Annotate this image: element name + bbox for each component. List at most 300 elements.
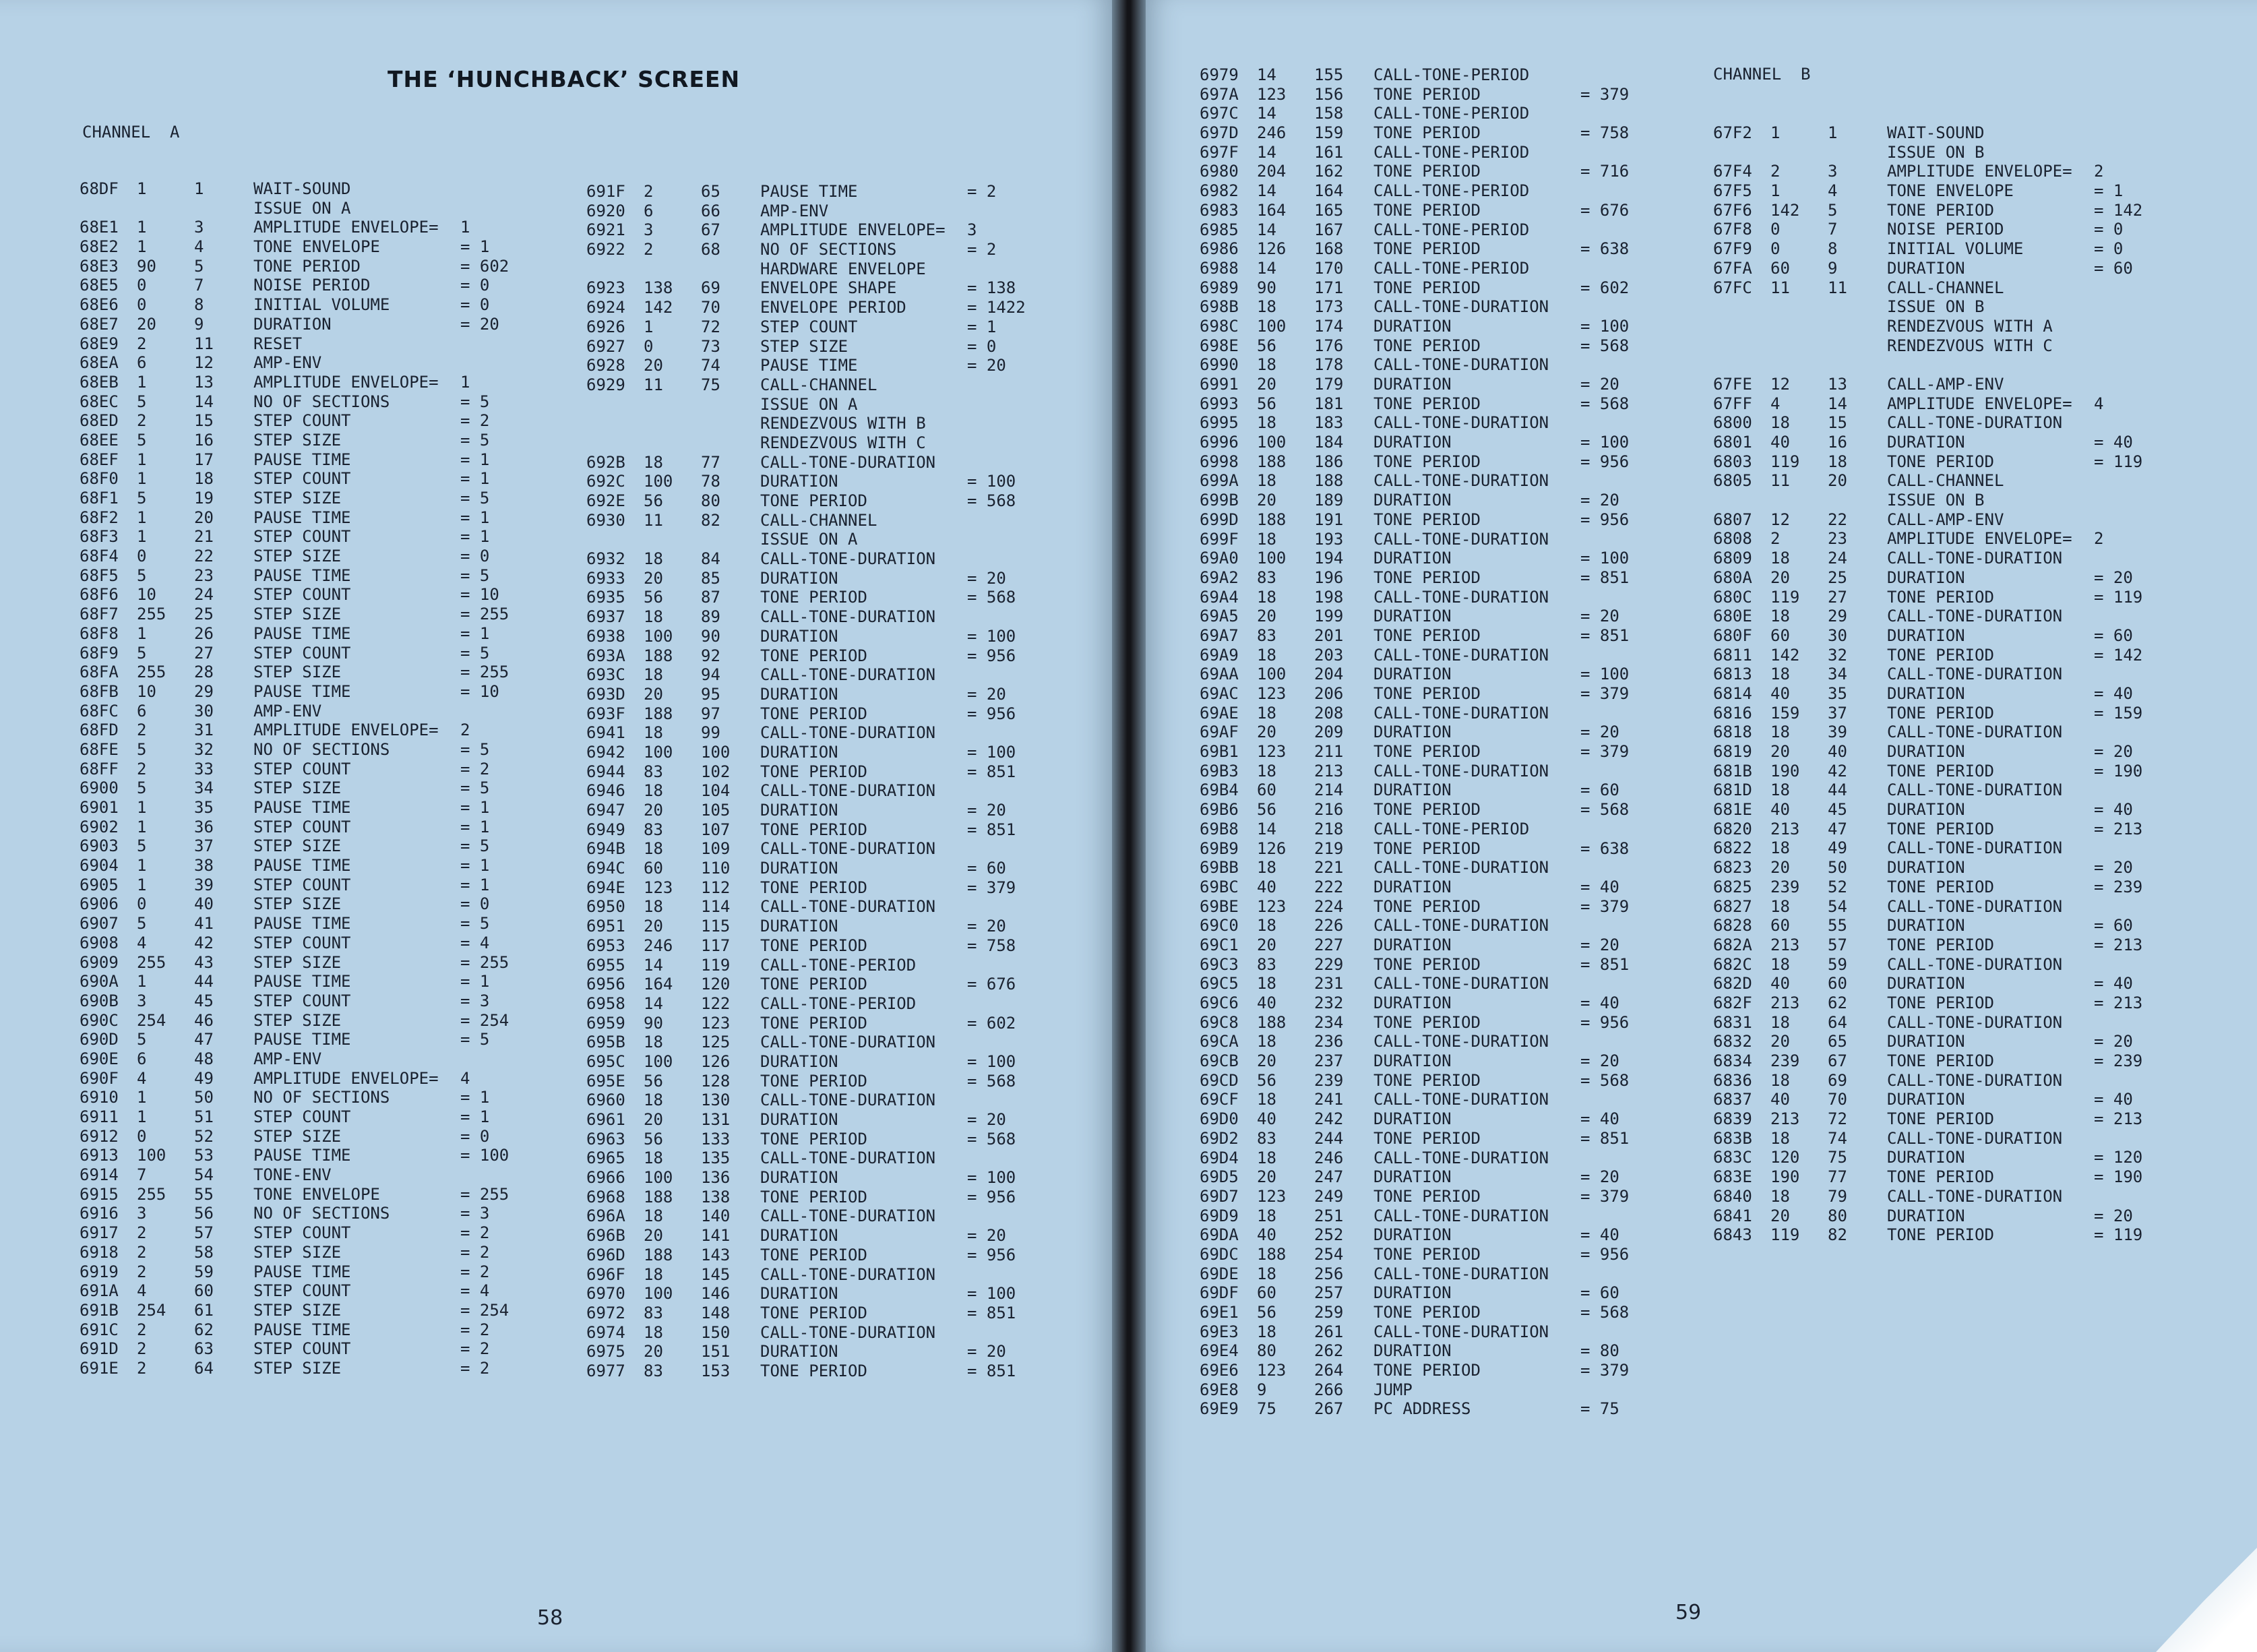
listing-instruction: TONE PERIOD	[1373, 200, 1481, 220]
listing-address: 697D	[1200, 123, 1239, 143]
listing-line: 74	[1828, 1128, 1847, 1148]
listing-byte: 2	[644, 182, 654, 201]
listing-address: 69DA	[1200, 1225, 1239, 1245]
listing-value: = 20	[2094, 1032, 2133, 1051]
listing-value: = 1	[460, 469, 490, 489]
listing-instruction: CALL-CHANNEL	[760, 510, 877, 530]
listing-value: 4	[2094, 394, 2104, 413]
listing-instruction: CALL-TONE-DURATION	[1373, 761, 1549, 781]
listing-byte: 5	[137, 836, 147, 856]
listing-address: 691D	[80, 1339, 119, 1359]
listing-address: 682C	[1713, 954, 1752, 974]
listing-instruction: DURATION	[1373, 1051, 1452, 1071]
listing-value: 2	[460, 721, 470, 740]
listing-instruction: TONE PERIOD	[1887, 1051, 1994, 1070]
listing-instruction: CALL-TONE-DURATION	[1887, 838, 2063, 858]
listing-byte: 40	[1770, 1090, 1790, 1109]
listing-byte: 4	[137, 933, 147, 952]
listing-line: 219	[1314, 838, 1344, 858]
listing-address: 691A	[80, 1281, 119, 1301]
listing-instruction: TONE PERIOD	[760, 762, 867, 781]
listing-line: 179	[1314, 375, 1344, 394]
listing-line: 5	[194, 256, 204, 276]
listing-instruction: DURATION	[1373, 1283, 1452, 1303]
listing-instruction: TONE ENVELOPE	[253, 1184, 380, 1204]
listing-address: 69E6	[1200, 1361, 1239, 1380]
listing-instruction: DURATION	[1373, 723, 1452, 742]
listing-byte: 5	[137, 565, 147, 585]
listing-line: 27	[194, 643, 214, 663]
listing-instruction: ISSUE ON B	[1887, 491, 1985, 510]
listing-line: 4	[1828, 181, 1838, 201]
listing-instruction: DURATION	[760, 801, 838, 820]
listing-address: 69A7	[1200, 625, 1239, 645]
listing-address: 6990	[1200, 355, 1239, 375]
listing-instruction: AMP-ENV	[253, 701, 322, 721]
listing-line: 171	[1314, 278, 1344, 297]
listing-line: 35	[194, 798, 214, 817]
listing-value: = 1	[2094, 181, 2124, 201]
listing-address: 6975	[586, 1342, 625, 1362]
listing-line: 112	[701, 878, 731, 897]
listing-address: 68FC	[80, 701, 119, 721]
listing-byte: 18	[1770, 607, 1790, 626]
listing-byte: 18	[644, 839, 663, 859]
listing-instruction: AMPLITUDE ENVELOPE=	[1887, 529, 2072, 549]
listing-line: 107	[701, 820, 731, 839]
listing-instruction: PAUSE TIME	[760, 182, 858, 201]
listing-address: 69BE	[1200, 896, 1239, 916]
listing-line: 40	[1828, 742, 1847, 761]
listing-byte: 119	[1770, 452, 1800, 471]
listing-address: 6996	[1200, 433, 1239, 452]
listing-address: 69CB	[1200, 1051, 1239, 1071]
listing-instruction: PAUSE TIME	[253, 1146, 351, 1165]
listing-instruction: CALL-TONE-DURATION	[1373, 1090, 1549, 1109]
listing-address: 67F6	[1713, 200, 1752, 220]
listing-value: = 758	[967, 936, 1016, 955]
listing-line: 186	[1314, 452, 1344, 471]
listing-byte: 1	[137, 508, 147, 527]
listing-address: 69C1	[1200, 935, 1239, 954]
listing-value: = 20	[1580, 607, 1619, 626]
listing-byte: 213	[1770, 935, 1800, 954]
listing-address: 6901	[80, 798, 119, 817]
listing-line: 72	[701, 317, 720, 336]
listing-instruction: ISSUE ON A	[253, 198, 351, 218]
listing-line: 25	[1828, 568, 1847, 587]
listing-byte: 100	[1257, 665, 1287, 684]
listing-byte: 5	[137, 1030, 147, 1049]
listing-address: 6977	[586, 1361, 625, 1380]
listing-instruction: CALL-TONE-PERIOD	[760, 955, 917, 975]
listing-byte: 188	[644, 704, 673, 723]
listing-line: 8	[194, 295, 204, 315]
listing-value: = 2	[460, 1320, 490, 1339]
listing-value: = 379	[1580, 684, 1630, 703]
listing-address: 6914	[80, 1165, 119, 1185]
listing-line: 26	[194, 623, 214, 643]
listing-instruction: CALL-TONE-PERIOD	[1373, 258, 1530, 278]
listing-value: = 851	[967, 1361, 1016, 1380]
listing-line: 266	[1314, 1380, 1344, 1399]
listing-instruction: TONE PERIOD	[760, 936, 867, 955]
listing-value: = 676	[1580, 200, 1630, 220]
listing-line: 141	[701, 1226, 731, 1246]
listing-address: 698E	[1200, 336, 1239, 355]
listing-instruction: CALL-TONE-DURATION	[1373, 471, 1549, 491]
listing-line: 249	[1314, 1186, 1344, 1206]
listing-instruction: CALL-TONE-DURATION	[760, 839, 936, 859]
listing-value: = 568	[1580, 1070, 1630, 1090]
listing-address: 6837	[1713, 1090, 1752, 1109]
listing-byte: 126	[1257, 239, 1287, 259]
listing-address: 696A	[586, 1206, 625, 1226]
listing-instruction: TONE PERIOD	[760, 1013, 867, 1033]
listing-line: 221	[1314, 858, 1344, 878]
listing-value: = 20	[967, 1342, 1006, 1362]
listing-instruction: CALL-TONE-DURATION	[760, 1206, 936, 1226]
listing-line: 48	[194, 1049, 214, 1068]
listing-line: 80	[1828, 1206, 1847, 1225]
listing-instruction: TONE PERIOD	[1887, 877, 1994, 896]
listing-instruction: DURATION	[760, 742, 838, 762]
listing-instruction: DURATION	[1887, 433, 1965, 452]
listing-address: 69B9	[1200, 838, 1239, 858]
listing-line: 27	[1828, 587, 1847, 607]
listing-byte: 1	[137, 972, 147, 991]
listing-address: 6839	[1713, 1109, 1752, 1129]
listing-byte: 123	[1257, 742, 1287, 762]
listing-value: = 379	[1580, 896, 1630, 916]
listing-line: 49	[194, 1068, 214, 1088]
listing-byte: 2	[137, 721, 147, 740]
listing-value: = 75	[1580, 1399, 1619, 1419]
listing-address: 68E1	[80, 218, 119, 237]
listing-byte: 1	[137, 817, 147, 836]
book-spine	[1112, 0, 1146, 1652]
listing-byte: 5	[137, 430, 147, 450]
listing-instruction: DURATION	[760, 626, 838, 646]
listing-byte: 18	[1770, 1070, 1790, 1090]
listing-line: 60	[1828, 974, 1847, 993]
listing-byte: 255	[137, 1184, 166, 1204]
listing-address: 68EC	[80, 392, 119, 411]
listing-instruction: PAUSE TIME	[253, 856, 351, 876]
listing-address: 69C5	[1200, 974, 1239, 993]
listing-instruction: CALL-TONE-DURATION	[760, 1264, 936, 1284]
listing-address: 6904	[80, 856, 119, 876]
listing-value: = 20	[1580, 491, 1619, 510]
listing-byte: 213	[1770, 993, 1800, 1012]
listing-line: 199	[1314, 607, 1344, 626]
listing-line: 9	[1828, 258, 1838, 278]
listing-byte: 20	[644, 568, 663, 588]
listing-line: 72	[1828, 1109, 1847, 1129]
listing-line: 82	[1828, 1225, 1847, 1245]
listing-address: 694C	[586, 859, 625, 878]
listing-address: 69D5	[1200, 1167, 1239, 1187]
listing-address: 682D	[1713, 974, 1752, 993]
listing-byte: 2	[137, 411, 147, 431]
listing-value: = 20	[1580, 935, 1619, 954]
listing-line: 21	[194, 527, 214, 547]
listing-instruction: PAUSE TIME	[760, 356, 858, 375]
listing-instruction: CALL-AMP-ENV	[1887, 510, 2004, 529]
listing-value: = 40	[2094, 433, 2133, 452]
listing-address: 6968	[586, 1187, 625, 1206]
listing-instruction: STEP SIZE	[253, 952, 342, 972]
listing-value: = 2	[460, 759, 490, 778]
listing-line: 130	[701, 1091, 731, 1110]
listing-byte: 18	[1257, 355, 1276, 375]
listing-address: 69E1	[1200, 1303, 1239, 1322]
listing-instruction: TONE PERIOD	[1373, 742, 1481, 762]
listing-byte: 14	[1257, 258, 1276, 278]
listing-value: = 716	[1580, 162, 1630, 181]
listing-line: 153	[701, 1361, 731, 1380]
listing-value: 2	[2094, 529, 2104, 549]
listing-line: 57	[194, 1223, 214, 1243]
listing-instruction: TONE PERIOD	[1373, 84, 1481, 104]
listing-byte: 83	[644, 820, 663, 839]
listing-line: 46	[194, 1010, 214, 1030]
listing-byte: 56	[1257, 394, 1276, 413]
listing-address: 69B8	[1200, 819, 1239, 838]
listing-instruction: TONE PERIOD	[760, 704, 867, 723]
listing-value: = 213	[2094, 993, 2143, 1012]
listing-line: 133	[701, 1129, 731, 1149]
listing-value: = 20	[967, 568, 1006, 588]
listing-value: = 5	[460, 489, 490, 508]
listing-instruction: TONE PERIOD	[1887, 1167, 1994, 1187]
listing-byte: 0	[644, 336, 654, 356]
listing-instruction: DURATION	[760, 1226, 838, 1246]
listing-byte: 18	[1257, 916, 1276, 936]
listing-byte: 2	[137, 1339, 147, 1359]
listing-address: 67FC	[1713, 278, 1752, 297]
listing-value: = 0	[2094, 239, 2124, 259]
listing-line: 239	[1314, 1070, 1344, 1090]
listing-value: = 239	[2094, 1051, 2143, 1070]
listing-instruction: CALL-TONE-DURATION	[760, 1091, 936, 1110]
listing-line: 259	[1314, 1303, 1344, 1322]
listing-instruction: TONE PERIOD	[760, 1187, 867, 1206]
listing-byte: 5	[137, 914, 147, 934]
listing-instruction: ISSUE ON A	[760, 530, 858, 549]
listing-line: 227	[1314, 935, 1344, 954]
listing-instruction: TONE PERIOD	[1887, 587, 1994, 607]
listing-address: 6915	[80, 1184, 119, 1204]
listing-value: = 638	[1580, 239, 1630, 259]
listing-byte: 2	[137, 1358, 147, 1378]
listing-address: 6979	[1200, 65, 1239, 84]
listing-value: = 568	[1580, 1303, 1630, 1322]
listing-value: = 20	[1580, 375, 1619, 394]
listing-address: 6942	[586, 742, 625, 762]
listing-line: 232	[1314, 993, 1344, 1012]
listing-address: 690D	[80, 1030, 119, 1049]
listing-value: = 40	[1580, 877, 1619, 896]
listing-line: 61	[194, 1300, 214, 1320]
listing-byte: 246	[1257, 123, 1287, 143]
listing-byte: 123	[1257, 684, 1287, 703]
listing-instruction: DURATION	[1373, 993, 1452, 1012]
listing-instruction: TONE ENVELOPE	[253, 237, 380, 257]
listing-line: 158	[1314, 104, 1344, 123]
listing-value: 3	[967, 220, 977, 240]
listing-byte: 254	[137, 1300, 166, 1320]
listing-instruction: TONE PERIOD	[1887, 1225, 1994, 1245]
listing-address: 6906	[80, 894, 119, 914]
listing-instruction: TONE PERIOD	[1887, 1109, 1994, 1129]
listing-instruction: DURATION	[760, 472, 838, 491]
listing-address: 69C0	[1200, 916, 1239, 936]
listing-line: 206	[1314, 684, 1344, 703]
listing-address: 699A	[1200, 471, 1239, 491]
listing-byte: 60	[644, 859, 663, 878]
listing-address: 6965	[586, 1149, 625, 1168]
listing-byte: 14	[1257, 65, 1276, 84]
listing-instruction: ISSUE ON A	[760, 394, 858, 414]
listing-instruction: CALL-CHANNEL	[1887, 278, 2004, 297]
listing-byte: 18	[1770, 665, 1790, 684]
listing-value: = 5	[460, 430, 490, 450]
listing-instruction: CALL-TONE-DURATION	[1373, 645, 1549, 665]
listing-instruction: TONE PERIOD	[760, 1245, 867, 1264]
listing-line: 63	[194, 1339, 214, 1359]
listing-instruction: TONE PERIOD	[1373, 896, 1481, 916]
listing-line: 57	[1828, 935, 1847, 954]
listing-instruction: STEP SIZE	[253, 836, 342, 856]
listing-value: = 2	[460, 1339, 490, 1359]
listing-line: 38	[194, 856, 214, 876]
listing-address: 6819	[1713, 742, 1752, 761]
listing-address: 696D	[586, 1245, 625, 1264]
listing-byte: 7	[137, 1165, 147, 1185]
listing-line: 87	[701, 588, 720, 607]
listing-byte: 18	[644, 1149, 663, 1168]
listing-line: 28	[194, 663, 214, 682]
listing-address: 6808	[1713, 529, 1752, 549]
listing-address: 68EB	[80, 372, 119, 392]
listing-address: 69D4	[1200, 1148, 1239, 1167]
listing-address: 6951	[586, 917, 625, 936]
listing-address: 697C	[1200, 104, 1239, 123]
listing-byte: 10	[137, 681, 156, 701]
listing-value: = 60	[967, 859, 1006, 878]
listing-line: 22	[1828, 510, 1847, 529]
listing-instruction: PAUSE TIME	[253, 450, 351, 469]
listing-address: 67F5	[1713, 181, 1752, 201]
listing-line: 69	[1828, 1070, 1847, 1090]
listing-line: 131	[701, 1110, 731, 1129]
listing-instruction: DURATION	[1887, 800, 1965, 820]
listing-instruction: PAUSE TIME	[253, 1262, 351, 1281]
listing-address: 6947	[586, 801, 625, 820]
listing-byte: 18	[644, 1033, 663, 1052]
channel-b-label: CHANNEL B	[1713, 65, 1811, 84]
listing-line: 85	[701, 568, 720, 588]
listing-instruction: TONE PERIOD	[1373, 1070, 1481, 1090]
listing-instruction: DURATION	[1887, 625, 1965, 645]
listing-instruction: STEP SIZE	[253, 1010, 342, 1030]
listing-address: 6961	[586, 1110, 625, 1129]
listing-value: = 568	[967, 1071, 1016, 1091]
listing-byte: 2	[644, 240, 654, 259]
listing-address: 682F	[1713, 993, 1752, 1012]
listing-line: 74	[701, 356, 720, 375]
listing-value: = 239	[2094, 877, 2143, 896]
listing-instruction: CALL-TONE-PERIOD	[1373, 142, 1530, 162]
listing-byte: 239	[1770, 1051, 1800, 1070]
listing-byte: 20	[1257, 1051, 1276, 1071]
listing-instruction: STEP COUNT	[253, 1281, 351, 1301]
listing-line: 43	[194, 952, 214, 972]
listing-line: 75	[1828, 1148, 1847, 1167]
listing-line: 54	[194, 1165, 214, 1185]
listing-value: = 956	[1580, 452, 1630, 471]
listing-line: 90	[701, 626, 720, 646]
listing-line: 14	[1828, 394, 1847, 413]
listing-line: 97	[701, 704, 720, 723]
listing-value: = 2	[967, 182, 997, 201]
listing-line: 159	[1314, 123, 1344, 143]
listing-byte: 12	[1770, 510, 1790, 529]
listing-instruction: DURATION	[760, 1051, 838, 1071]
listing-byte: 126	[1257, 838, 1287, 858]
listing-byte: 142	[1770, 645, 1800, 665]
listing-value: = 0	[460, 547, 490, 566]
listing-byte: 255	[137, 605, 166, 624]
listing-line: 82	[701, 510, 720, 530]
listing-address: 6907	[80, 914, 119, 934]
listing-byte: 2	[137, 759, 147, 778]
listing-byte: 255	[137, 952, 166, 972]
listing-instruction: TONE PERIOD	[760, 1071, 867, 1091]
listing-byte: 83	[644, 1303, 663, 1322]
listing-line: 29	[194, 681, 214, 701]
listing-value: = 956	[1580, 510, 1630, 529]
listing-byte: 1	[137, 450, 147, 469]
listing-address: 6960	[586, 1091, 625, 1110]
listing-value: = 213	[2094, 819, 2143, 838]
listing-value: 1	[460, 218, 470, 237]
listing-byte: 83	[644, 762, 663, 781]
listing-value: = 20	[460, 314, 499, 334]
listing-address: 6832	[1713, 1032, 1752, 1051]
listing-address: 698B	[1200, 297, 1239, 317]
listing-address: 6941	[586, 723, 625, 743]
listing-line: 194	[1314, 549, 1344, 568]
listing-line: 102	[701, 762, 731, 781]
listing-byte: 188	[1257, 510, 1287, 529]
listing-byte: 5	[137, 392, 147, 411]
listing-byte: 18	[1770, 1186, 1790, 1206]
listing-line: 1	[1828, 123, 1838, 142]
listing-value: = 100	[967, 1051, 1016, 1071]
listing-instruction: STEP COUNT	[253, 875, 351, 894]
listing-line: 33	[194, 759, 214, 778]
listing-address: 6946	[586, 781, 625, 801]
listing-instruction: DURATION	[1373, 665, 1452, 684]
listing-instruction: STEP COUNT	[253, 527, 351, 547]
listing-value: = 213	[2094, 935, 2143, 954]
listing-instruction: TONE PERIOD	[1373, 239, 1481, 259]
listing-byte: 20	[1257, 723, 1276, 742]
listing-byte: 2	[137, 1242, 147, 1262]
listing-line: 181	[1314, 394, 1344, 413]
